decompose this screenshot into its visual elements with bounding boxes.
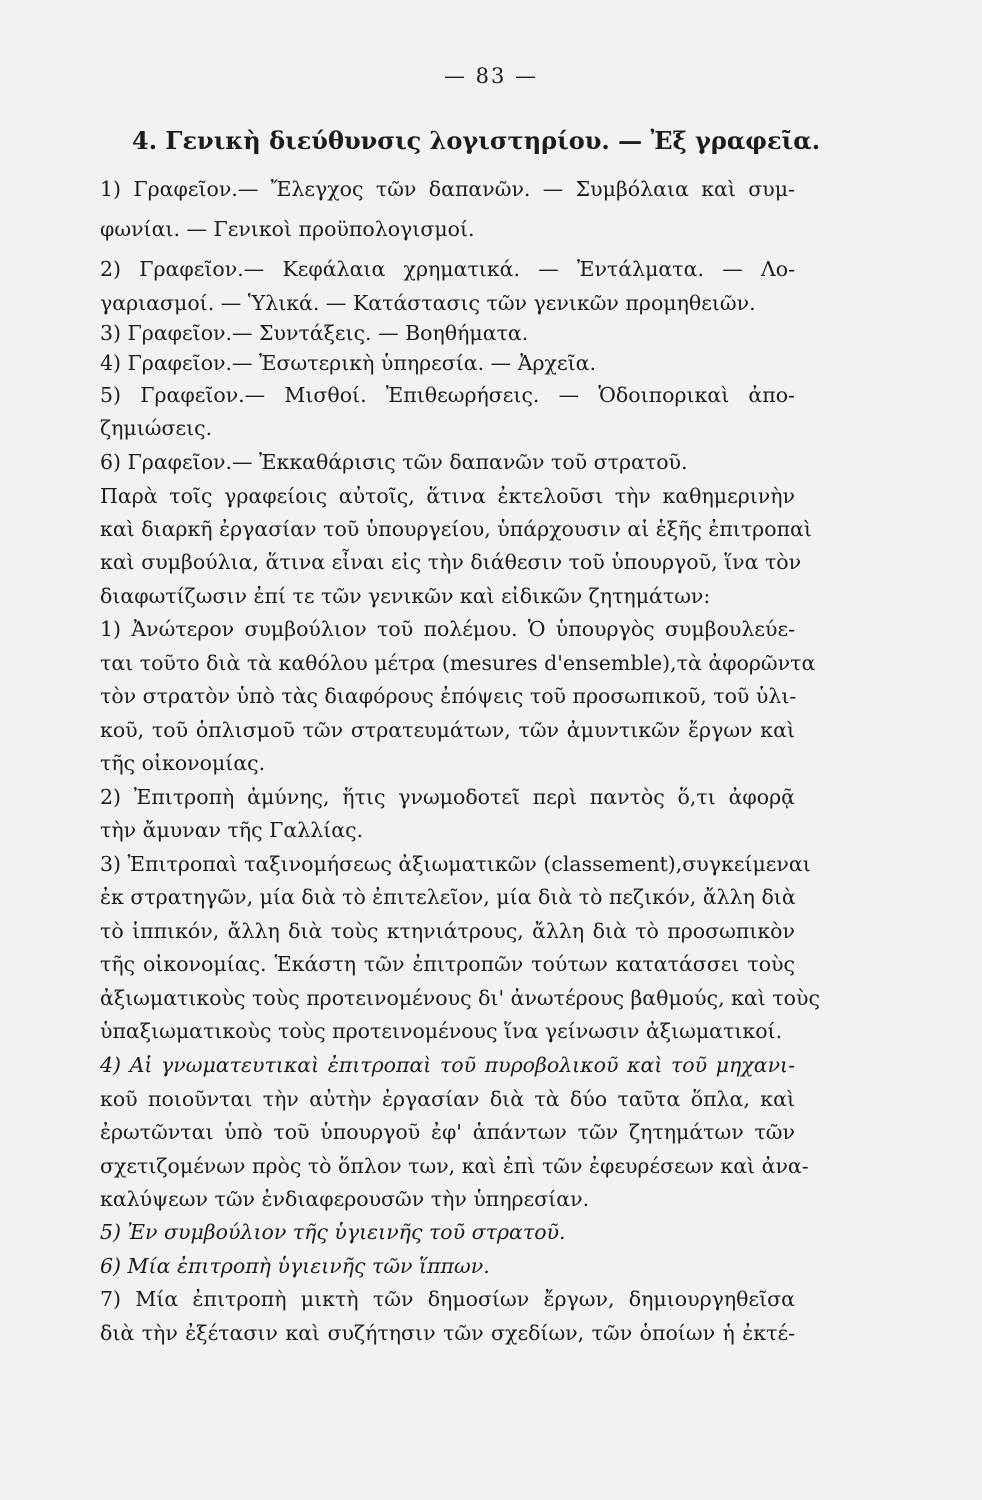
text-line: τῆς οἰκονομίας. Ἑκάστη τῶν ἐπιτροπῶν τούτων κατατάσσει τοὺς: [100, 952, 795, 976]
text-line: ἀξιωματικοὺς τοὺς προτεινομένους δι' ἀνωτέρους βαθμούς, καὶ τοὺς: [100, 986, 820, 1010]
page-number: — 83 —: [443, 64, 539, 88]
text-line: ἐκ στρατηγῶν, μία διὰ τὸ ἐπιτελεῖον, μία διὰ τὸ πεζικόν, ἄλλη διὰ: [100, 885, 796, 909]
section-heading: 4. Γενικὴ διεύθυνσις λογιστηρίου. — Ἐξ γραφεῖα.: [132, 126, 821, 155]
text-line: 7) Μία ἐπιτροπὴ μικτὴ τῶν δημοσίων ἔργων, δημιουργηθεῖσα: [100, 1287, 795, 1311]
text-line: 6) Γραφεῖον.— Ἐκκαθάρισις τῶν δαπανῶν τοῦ στρατοῦ.: [100, 450, 688, 474]
text-line: 4) Γραφεῖον.— Ἐσωτερικὴ ὑπηρεσία. — Ἀρχεῖα.: [100, 351, 596, 375]
text-line: ἐρωτῶνται ὑπὸ τοῦ ὑπουργοῦ ἐφ' ἁπάντων τῶν ζητημάτων τῶν: [100, 1120, 795, 1144]
text-line: καὶ διαρκῆ ἐργασίαν τοῦ ὑπουργείου, ὑπάρχουσιν αἱ ἑξῆς ἐπιτροπαὶ: [100, 517, 812, 541]
text-line: 1) Ἀνώτερον συμβούλιον τοῦ πολέμου. Ὁ ὑπουργὸς συμβουλεύε-: [100, 617, 795, 641]
text-line: γαριασμοί. — Ὑλικά. — Κατάστασις τῶν γενικῶν προμηθειῶν.: [100, 291, 756, 315]
text-line: 5) Ἐν συμβούλιον τῆς ὑγιεινῆς τοῦ στρατοῦ.: [100, 1220, 566, 1244]
text-line: ζημιώσεις.: [100, 416, 213, 440]
text-line: 1) Γραφεῖον.— Ἔλεγχος τῶν δαπανῶν. — Συμβόλαια καὶ συμ-: [100, 177, 795, 201]
text-line: ται τοῦτο διὰ τὰ καθόλου μέτρα (mesures d'ensemble),τὰ ἀφορῶντα: [100, 651, 816, 675]
text-line: 3) Ἐπιτροπαὶ ταξινομήσεως ἀξιωματικῶν (classement),συγκείμεναι: [100, 852, 811, 876]
text-line: κοῦ, τοῦ ὁπλισμοῦ τῶν στρατευμάτων, τῶν ἀμυντικῶν ἔργων καὶ: [100, 718, 795, 742]
text-line: διὰ τὴν ἐξέτασιν καὶ συζήτησιν τῶν σχεδίων, τῶν ὁποίων ἡ ἐκτέ-: [100, 1321, 795, 1345]
text-line: 2) Γραφεῖον.— Κεφάλαια χρηματικά. — Ἐντάλματα. — Λο-: [100, 257, 795, 281]
text-line: 3) Γραφεῖον.— Συντάξεις. — Βοηθήματα.: [100, 321, 529, 345]
text-line: τὸν στρατὸν ὑπὸ τὰς διαφόρους ἐπόψεις τοῦ προσωπικοῦ, τοῦ ὑλι-: [100, 684, 797, 708]
text-line: 2) Ἐπιτροπὴ ἀμύνης, ἥτις γνωμοδοτεῖ περὶ παντὸς ὅ,τι ἀφορᾷ: [100, 785, 795, 809]
text-line: καὶ συμβούλια, ἅτινα εἶναι εἰς τὴν διάθεσιν τοῦ ὑπουργοῦ, ἵνα τὸν: [100, 550, 802, 574]
text-line: διαφωτίζωσιν ἐπί τε τῶν γενικῶν καὶ εἰδικῶν ζητημάτων:: [100, 584, 711, 608]
text-line: ὑπαξιωματικοὺς τοὺς προτεινομένους ἵνα γείνωσιν ἀξιωματικοί.: [100, 1019, 783, 1043]
text-line: σχετιζομένων πρὸς τὸ ὅπλον των, καὶ ἐπὶ τῶν ἐφευρέσεων καὶ ἀνα-: [100, 1154, 809, 1178]
text-line: τῆς οἰκονομίας.: [100, 751, 266, 775]
text-line: φωνίαι. — Γενικοὶ προϋπολογισμοί.: [100, 217, 475, 241]
text-line: τὴν ἄμυναν τῆς Γαλλίας.: [100, 818, 364, 842]
text-line: 4) Αἱ γνωματευτικαὶ ἐπιτροπαὶ τοῦ πυροβολικοῦ καὶ τοῦ μηχανι-: [100, 1053, 795, 1077]
text-line: Παρὰ τοῖς γραφείοις αὐτοῖς, ἅτινα ἐκτελοῦσι τὴν καθημερινὴν: [100, 484, 795, 508]
text-line: 5) Γραφεῖον.— Μισθοί. Ἐπιθεωρήσεις. — Ὁδοιπορικαὶ ἀπο-: [100, 383, 795, 407]
text-line: κοῦ ποιοῦνται τὴν αὐτὴν ἐργασίαν διὰ τὰ δύο ταῦτα ὅπλα, καὶ: [100, 1087, 795, 1111]
text-line: τὸ ἱππικόν, ἄλλη διὰ τοὺς κτηνιάτρους, ἄλλη διὰ τὸ προσωπικὸν: [100, 919, 795, 943]
text-line: καλύψεων τῶν ἐνδιαφερουσῶν τὴν ὑπηρεσίαν.: [100, 1187, 590, 1211]
text-line: 6) Μία ἐπιτροπὴ ὑγιεινῆς τῶν ἵππων.: [100, 1254, 490, 1278]
